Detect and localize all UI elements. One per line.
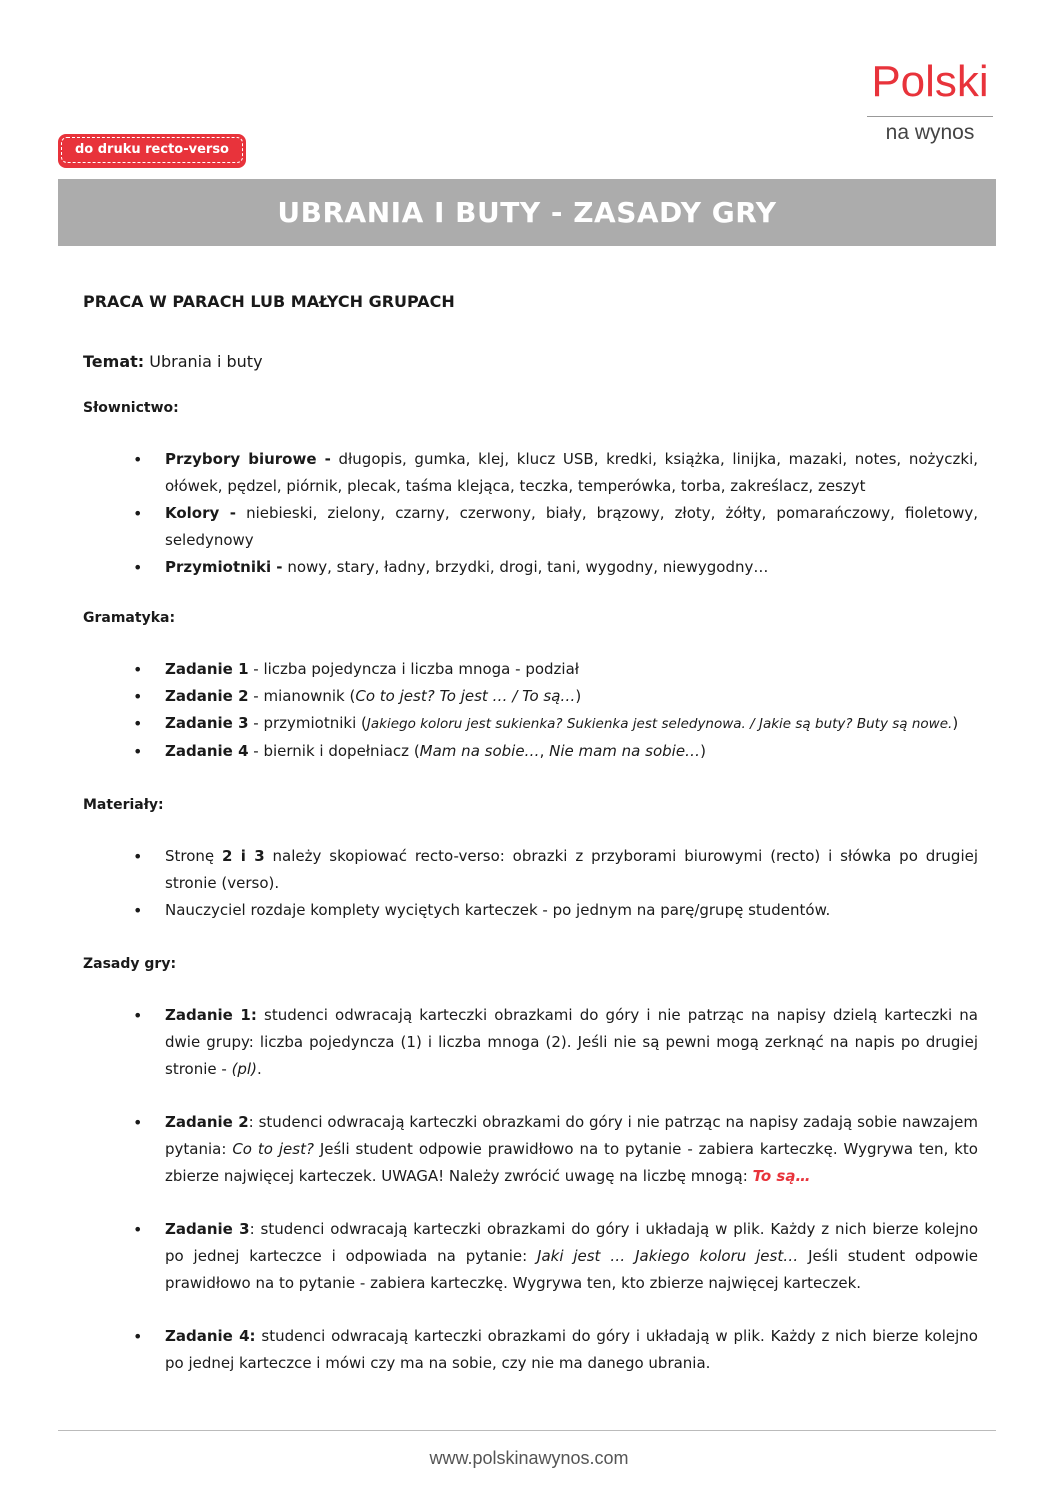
list-item: [165, 710, 978, 738]
topic-label: Temat:: [83, 352, 145, 371]
item-text: Jeśli student odpowie prawidłowo na to pytanie - zabiera karteczkę. Wygrywa ten, kto zbierze najwięcej karteczek.: [165, 1247, 978, 1292]
item-bold: Zadanie 4:: [165, 1327, 256, 1345]
item-text: studenci odwracają karteczki obrazkami do góry i nie patrząc na napisy dzielą karteczki na dwie grupy: liczba pojedyncza (1) i liczba mnoga (2). Jeśli nie są pewni mogą zerknąć na napis po drugiej stronie -: [165, 1006, 978, 1078]
item-bold: Zadanie 4: [165, 742, 249, 760]
footer-url: www.polskinawynos.com: [429, 1448, 629, 1468]
title-bar: [58, 179, 996, 246]
item-text: Nauczyciel rozdaje komplety wyciętych karteczek - po jednym na parę/grupę studentów.: [165, 901, 831, 919]
list-item: [165, 738, 978, 765]
item-text: - przymiotniki (: [248, 714, 367, 732]
list-item: [165, 656, 978, 683]
print-badge-label: do druku recto-verso: [61, 137, 243, 163]
logo-sub: na wynos: [867, 116, 993, 145]
list-item: [165, 446, 978, 500]
item-italic: Co to jest?: [232, 1140, 314, 1158]
list-item: [165, 1216, 978, 1297]
item-text: .: [256, 1060, 262, 1078]
item-italic: (pl): [231, 1060, 257, 1078]
list-item: [165, 1109, 978, 1190]
item-bold: Zadanie 1: [165, 660, 249, 678]
vocabulary-list: [83, 446, 978, 581]
section-heading: PRACA W PARACH LUB MAŁYCH GRUPACH: [83, 292, 455, 311]
item-bold: Zadanie 2: [165, 687, 249, 705]
rules-label: Zasady gry:: [83, 956, 177, 972]
document-body: [83, 288, 978, 1377]
item-italic: Jaki jest … Jakiego koloru jest…: [537, 1247, 799, 1265]
item-text: - biernik i dopełniacz (: [248, 742, 420, 760]
item-text: : studenci odwracają karteczki obrazkami do góry i układają w plik. Każdy z nich bierze kolejno po jednej karteczce i odpowiada na pytanie:: [165, 1220, 978, 1265]
list-item: [165, 843, 978, 897]
materials-label: Materiały:: [83, 797, 164, 813]
item-bold: Zadanie 2: [165, 1113, 249, 1131]
item-bold: Przybory biurowe -: [165, 450, 331, 468]
item-text: Stronę: [165, 847, 223, 865]
item-text: Jeśli student odpowie prawidłowo na to pytanie - zabiera karteczkę. Wygrywa ten, kto zbierze najwięcej karteczek. UWAGA! Należy zwrócić uwagę na liczbę mnogą:: [165, 1140, 978, 1185]
topic-value: Ubrania i buty: [144, 352, 263, 371]
item-text: : studenci odwracają karteczki obrazkami do góry i nie patrząc na napisy zadają sobie nawzajem pytania:: [165, 1113, 979, 1158]
topic-line: [83, 348, 978, 375]
grammar-label: Gramatyka:: [83, 610, 176, 626]
vocabulary-label: Słownictwo:: [83, 400, 179, 416]
list-item: [165, 1002, 978, 1083]
grammar-list: [83, 656, 978, 765]
list-item: [165, 500, 978, 554]
logo-main: Polski: [871, 57, 989, 106]
print-badge: [58, 134, 246, 168]
footer-divider: [58, 1430, 996, 1431]
item-text: ): [952, 714, 959, 732]
item-bold: Zadanie 3: [165, 714, 249, 732]
materials-list: [83, 843, 978, 924]
list-item: [165, 683, 978, 710]
item-text: studenci odwracają karteczki obrazkami do góry i układają w plik. Każdy z nich bierze kolejno po jednej karteczce i mówi czy ma na sobie, czy nie ma danego ubrania.: [165, 1327, 978, 1372]
list-item: [165, 897, 978, 924]
item-text: ): [700, 742, 706, 760]
item-italic: Co to jest? To jest … / To są…: [355, 687, 576, 705]
list-item: [165, 1323, 978, 1377]
item-bold: Przymiotniki -: [165, 558, 283, 576]
item-italic: Nie mam na sobie…: [549, 742, 701, 760]
item-highlight: To są…: [752, 1167, 811, 1185]
item-text: ,: [539, 742, 550, 760]
rules-list: [83, 1002, 978, 1377]
item-bold: Zadanie 3: [165, 1220, 250, 1238]
item-text: - mianownik (: [248, 687, 356, 705]
item-bold: Zadanie 1:: [165, 1006, 257, 1024]
item-text: nowy, stary, ładny, brzydki, drogi, tani, wygodny, niewygodny…: [282, 558, 769, 576]
item-text: - liczba pojedyncza i liczba mnoga - podział: [248, 660, 580, 678]
item-text: długopis, gumka, klej, klucz USB, kredki, książka, linijka, mazaki, notes, nożyczki, ołówek, pędzel, piórnik, plecak, taśma klejąca, teczka, temperówka, torba, zakreślacz, zeszyt: [165, 450, 979, 495]
item-italic: Mam na sobie…: [419, 742, 540, 760]
page-title: UBRANIA I BUTY - ZASADY GRY: [277, 196, 777, 229]
item-text: ): [575, 687, 582, 705]
item-text: należy skopiować recto-verso: obrazki z przyborami biurowymi (recto) i słówka po drugiej stronie (verso).: [165, 847, 979, 892]
list-item: [165, 554, 978, 581]
logo: [860, 57, 1000, 145]
item-italic: Jakiego koloru jest sukienka? Sukienka jest seledynowa. / Jakie są buty? Buty są nowe.: [366, 716, 953, 732]
item-bold: Kolory -: [165, 504, 237, 522]
item-bold: 2 i 3: [222, 847, 265, 865]
item-text: niebieski, zielony, czarny, czerwony, biały, brązowy, złoty, żółty, pomarańczowy, fioletowy, seledynowy: [165, 504, 978, 549]
